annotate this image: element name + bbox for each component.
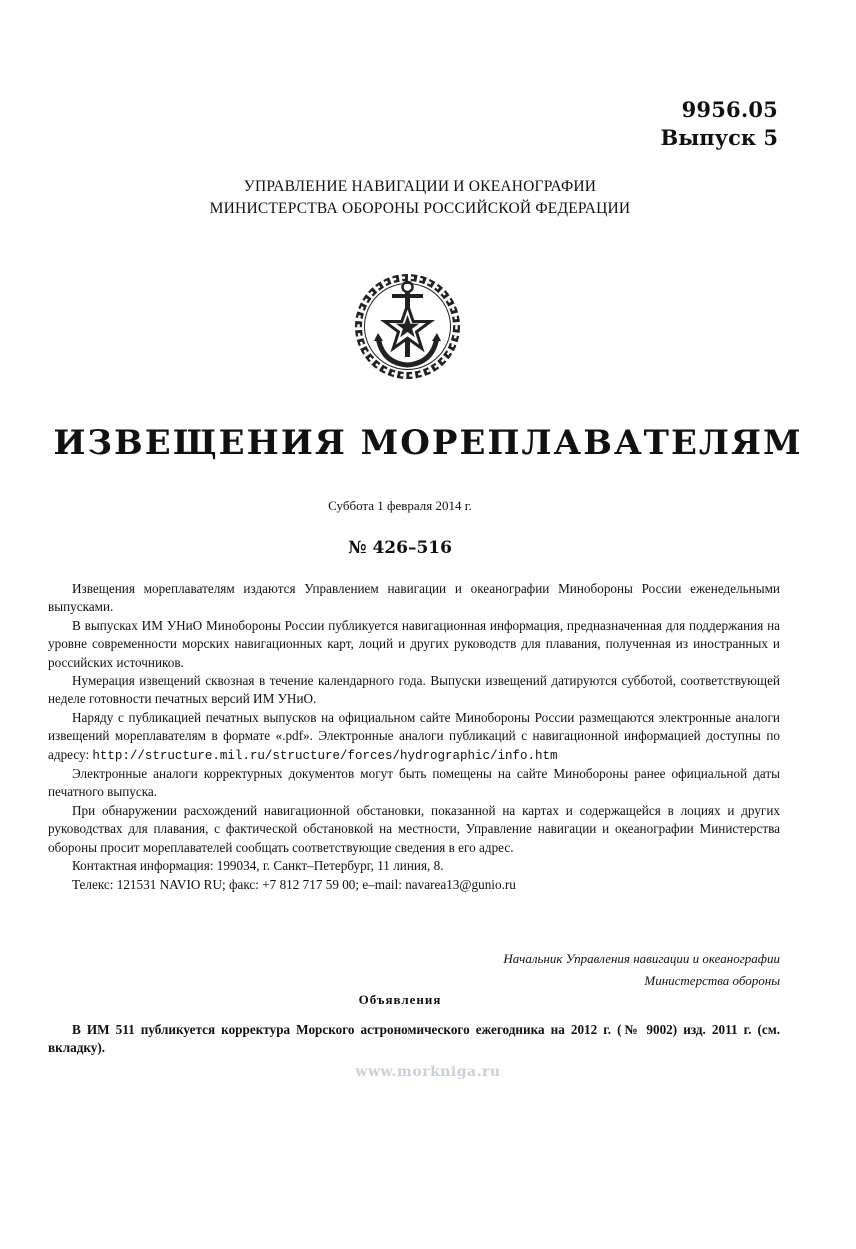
organization-line-2: МИНИСТЕРСТВА ОБОРОНЫ РОССИЙСКОЙ ФЕДЕРАЦИИ — [209, 200, 631, 217]
document-title: ИЗВЕЩЕНИЯ МОРЕПЛАВАТЕЛЯМ — [53, 423, 803, 463]
paragraph-4 — [48, 709, 780, 765]
publication-date: Суббота 1 февраля 2014 г. — [328, 498, 472, 513]
issue-number: Выпуск 5 — [660, 125, 778, 150]
announcements-heading: Объявления — [358, 992, 442, 1007]
paragraph-6: При обнаружении расхождений навигационной обстановки, показанной на картах и содержащейся в лоциях и других руководствах для плавания, с фактической обстановкой на местности, Управление навигации и океанографии Министерства обороны просит мореплавателей сообщать соответствующие сведения в его адрес. — [48, 802, 780, 855]
signature-block — [280, 948, 780, 992]
paragraph-2: В выпусках ИМ УНиО Минобороны России публикуется навигационная информация, предназначенная для поддержания на уровне современности морских навигационных карт, лоций и других руководств для плавания, полученная из иностранных и российских источников. — [48, 617, 780, 670]
signature-line-1: Начальник Управления навигации и океанографии — [503, 951, 780, 966]
telex-fax-email: Телекс: 121531 NAVIO RU; факс: +7 812 717 59 00; e–mail: navarea13@gunio.ru — [72, 876, 516, 892]
paragraph-3: Нумерация извещений сквозная в течение календарного года. Выпуски извещений датируются субботой, соответствующей неделе готовности печатных версий ИМ УНиО. — [48, 673, 780, 707]
organization-line-1: УПРАВЛЕНИЕ НАВИГАЦИИ И ОКЕАНОГРАФИИ — [243, 178, 597, 195]
notice-numbers: № 426–516 — [348, 538, 452, 558]
introduction-text — [48, 580, 780, 894]
announcement-text: В ИМ 511 публикуется корректура Морского астрономического ежегодника на 2012 г. (№ 9002) изд. 2011 г. (см. вкладку). — [48, 1022, 780, 1056]
signature-line-2: Министерства обороны — [644, 973, 780, 988]
document-code: 9956.05 — [681, 97, 778, 122]
contact-info: Контактная информация: 199034, г. Санкт–Петербург, 11 линия, 8. — [72, 858, 444, 874]
watermark: www.morkniga.ru — [355, 1064, 501, 1080]
paragraph-1: Извещения мореплавателям издаются Управлением навигации и океанографии Минобороны России еженедельными выпусками. — [48, 581, 780, 615]
website-url-link[interactable]: http://structure.mil.ru/structure/forces/hydrographic/info.htm — [92, 748, 558, 763]
paragraph-4-text: Наряду с публикацией печатных выпусков на официальном сайте Минобороны России размещаются электронные аналоги извещений мореплавателям в формате «.pdf». Электронные аналоги публикаций с навигационной информацией доступны по адресу: — [48, 709, 780, 762]
paragraph-5: Электронные аналоги корректурных документов могут быть помещены на сайте Минобороны ранее официальной даты печатного выпуска. — [48, 766, 780, 800]
anchor-star-chain-emblem-icon — [352, 271, 463, 382]
